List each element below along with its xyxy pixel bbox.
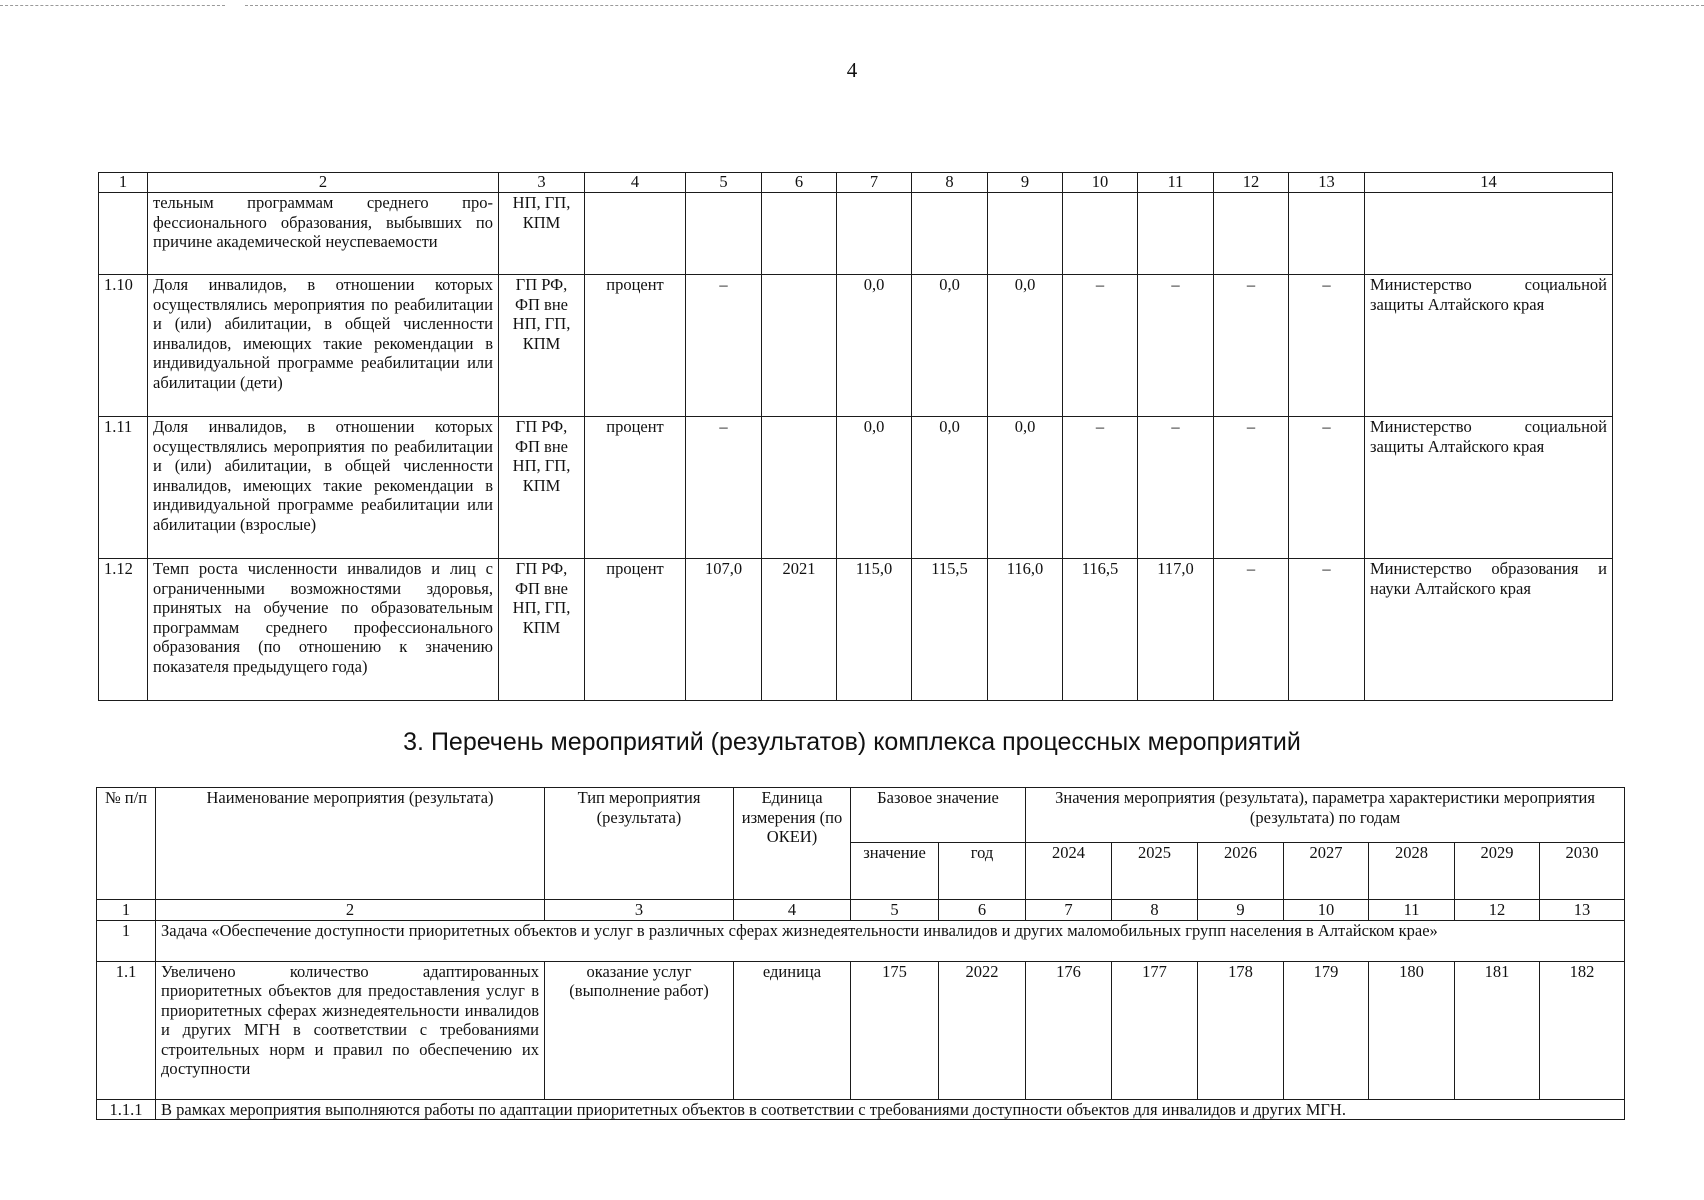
column-number-row (97, 900, 1625, 921)
table-row (99, 193, 1613, 275)
indicator-name: Доля инвалидов, в отношении которых осуществлялись мероприятия по реабилитации и (или) абилитации, в общей численности инвалидов, имеющих такие рекомендации в индивидуальной программе реабилитации или абилитации (дети) (148, 275, 499, 417)
header-year: 2028 (1369, 843, 1455, 900)
item-value: 179 (1284, 961, 1369, 1099)
cell (1063, 193, 1138, 275)
cell (585, 193, 686, 275)
base-year (762, 275, 837, 417)
value-cell: – (1063, 417, 1138, 559)
column-number: 4 (585, 173, 686, 193)
section-title: 3. Перечень мероприятий (результатов) комплекса процессных мероприятий (403, 728, 1301, 756)
column-number: 5 (851, 900, 939, 921)
column-number: 11 (1138, 173, 1214, 193)
column-number: 2 (156, 900, 545, 921)
column-number: 13 (1540, 900, 1625, 921)
column-number: 7 (837, 173, 912, 193)
value-cell: – (1214, 559, 1289, 701)
scan-line-right (245, 5, 1704, 6)
table-row (99, 559, 1613, 701)
base-value: – (686, 275, 762, 417)
column-number: 3 (499, 173, 585, 193)
value-cell: 116,5 (1063, 559, 1138, 701)
header-base: Базовое значение (851, 788, 1026, 843)
value-cell: – (1063, 275, 1138, 417)
unit: процент (585, 417, 686, 559)
value-cell: – (1138, 417, 1214, 559)
column-number: 7 (1026, 900, 1112, 921)
column-number: 8 (1112, 900, 1198, 921)
column-number: 2 (148, 173, 499, 193)
header-number: № п/п (97, 788, 156, 900)
task-text: Задача «Обеспечение доступности приоритетных объектов и услуг в различных сферах жизнедеятельности инвалидов и других маломобильных групп населения в Алтайском крае» (156, 920, 1625, 961)
column-number: 13 (1289, 173, 1365, 193)
table-row (99, 417, 1613, 559)
cell (686, 193, 762, 275)
column-number: 3 (545, 900, 734, 921)
table-row (97, 961, 1625, 1099)
subitem-text: В рамках мероприятия выполняются работы по адаптации приоритетных объектов в соответствии с требованиями доступности объектов для инвалидов и других МГН. (156, 1099, 1625, 1120)
header-year: 2024 (1026, 843, 1112, 900)
document-level: НП, ГП, КПМ (499, 193, 585, 275)
column-number: 8 (912, 173, 988, 193)
item-value: 176 (1026, 961, 1112, 1099)
column-number: 6 (762, 173, 837, 193)
cell (1214, 193, 1289, 275)
base-value: 107,0 (686, 559, 762, 701)
item-number: 1.1 (97, 961, 156, 1099)
indicator-name: тельным программам среднего профессионального образования, выбывших по причине академической неуспеваемости (148, 193, 499, 275)
header-year: 2030 (1540, 843, 1625, 900)
row-number: 1.11 (99, 417, 148, 559)
column-number: 1 (97, 900, 156, 921)
unit: процент (585, 275, 686, 417)
row-number: 1.12 (99, 559, 148, 701)
item-base-value: 175 (851, 961, 939, 1099)
column-number: 10 (1063, 173, 1138, 193)
value-cell: 0,0 (837, 275, 912, 417)
value-cell: 117,0 (1138, 559, 1214, 701)
item-unit: единица (734, 961, 851, 1099)
item-value: 181 (1455, 961, 1540, 1099)
value-cell: – (1289, 559, 1365, 701)
header-year: 2025 (1112, 843, 1198, 900)
task-row (97, 920, 1625, 961)
cell (1365, 193, 1613, 275)
column-number: 10 (1284, 900, 1369, 921)
value-cell: 0,0 (988, 417, 1063, 559)
indicator-name: Темп роста численности инвалидов и лиц с ограниченными возможностями здоровья, принятых на обучение по образовательным программам среднего профессионального образования (по отношению к значению показателя предыдущего года) (148, 559, 499, 701)
table-header-row (99, 173, 1613, 193)
subitem-number: 1.1.1 (97, 1099, 156, 1120)
cell (1289, 193, 1365, 275)
header-name: Наименование мероприятия (результата) (156, 788, 545, 900)
value-cell: 0,0 (988, 275, 1063, 417)
value-cell: 0,0 (837, 417, 912, 559)
value-cell: – (1289, 275, 1365, 417)
value-cell: 115,0 (837, 559, 912, 701)
value-cell: – (1289, 417, 1365, 559)
header-base-value: значение (851, 843, 939, 900)
column-number: 6 (939, 900, 1026, 921)
item-value: 177 (1112, 961, 1198, 1099)
header-year: 2026 (1198, 843, 1284, 900)
row-number (99, 193, 148, 275)
document-level: ГП РФ, ФП вне НП, ГП, КПМ (499, 417, 585, 559)
cell (988, 193, 1063, 275)
activities-table (96, 787, 1625, 1120)
value-cell: – (1214, 417, 1289, 559)
table-header-row (97, 788, 1625, 843)
indicators-table (98, 172, 1613, 701)
item-value: 178 (1198, 961, 1284, 1099)
value-cell: 0,0 (912, 275, 988, 417)
value-cell: 116,0 (988, 559, 1063, 701)
cell (912, 193, 988, 275)
scan-line-left (0, 5, 225, 6)
item-name: Увеличено количество адаптированных приоритетных объектов для предоставления услуг в приоритетных сферах жизнедеятельности инвалидов и других МГН в соответствии с требованиями строительных норм и правил по обеспечению их доступности (156, 961, 545, 1099)
column-number: 9 (988, 173, 1063, 193)
base-year: 2021 (762, 559, 837, 701)
header-base-year: год (939, 843, 1026, 900)
value-cell: 0,0 (912, 417, 988, 559)
column-number: 4 (734, 900, 851, 921)
column-number: 11 (1369, 900, 1455, 921)
task-number: 1 (97, 920, 156, 961)
responsible-body: Министерство социальной защиты Алтайского края (1365, 275, 1613, 417)
column-number: 5 (686, 173, 762, 193)
header-unit: Единица измерения (по ОКЕИ) (734, 788, 851, 900)
header-year: 2027 (1284, 843, 1369, 900)
header-type: Тип мероприятия (результата) (545, 788, 734, 900)
value-cell: – (1214, 275, 1289, 417)
page-number: 4 (846, 58, 858, 82)
row-number: 1.10 (99, 275, 148, 417)
responsible-body: Министерство образования и науки Алтайского края (1365, 559, 1613, 701)
item-value: 182 (1540, 961, 1625, 1099)
document-level: ГП РФ, ФП вне НП, ГП, КПМ (499, 559, 585, 701)
unit: процент (585, 559, 686, 701)
value-cell: – (1138, 275, 1214, 417)
table-row (99, 275, 1613, 417)
indicator-name: Доля инвалидов, в отношении которых осуществлялись мероприятия по реабилитации и (или) абилитации, в общей численности инвалидов, имеющих такие рекомендации в индивидуальной программе реабилитации или абилитации (взрослые) (148, 417, 499, 559)
header-year: 2029 (1455, 843, 1540, 900)
item-type: оказание услуг (выполнение работ) (545, 961, 734, 1099)
item-base-year: 2022 (939, 961, 1026, 1099)
cell (837, 193, 912, 275)
document-level: ГП РФ, ФП вне НП, ГП, КПМ (499, 275, 585, 417)
column-number: 14 (1365, 173, 1613, 193)
responsible-body: Министерство социальной защиты Алтайского края (1365, 417, 1613, 559)
column-number: 1 (99, 173, 148, 193)
column-number: 12 (1455, 900, 1540, 921)
subitem-row (97, 1099, 1625, 1120)
value-cell: 115,5 (912, 559, 988, 701)
base-value: – (686, 417, 762, 559)
base-year (762, 417, 837, 559)
column-number: 9 (1198, 900, 1284, 921)
cell (1138, 193, 1214, 275)
column-number: 12 (1214, 173, 1289, 193)
header-values: Значения мероприятия (результата), параметра характеристики мероприятия (результата) по годам (1026, 788, 1625, 843)
item-value: 180 (1369, 961, 1455, 1099)
cell (762, 193, 837, 275)
